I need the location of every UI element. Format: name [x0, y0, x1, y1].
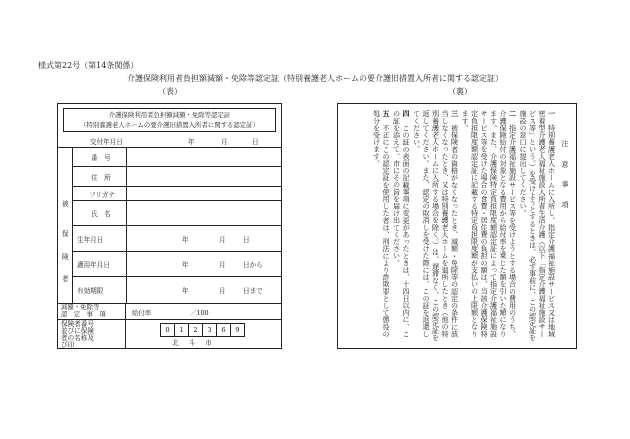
furigana-label: フリガナ [89, 190, 116, 199]
apply-year-label: 年 [182, 261, 189, 269]
certificate-heading-line2: （特別養護老人ホームの要介護旧措置入所者に関する認定証） [80, 121, 259, 129]
note-number: 一 [547, 110, 557, 118]
notes-heading: 注 意 事 項 [561, 140, 570, 211]
note-item [372, 110, 391, 342]
number-row [73, 148, 281, 167]
note-text: この証の表面の記載事項に変更があったときは、十四日以内に、この証を添えて、市にその旨を届け出てください。 [392, 110, 411, 338]
furigana-row [73, 187, 281, 201]
note-text: 被保険者の資格がなくなったとき、減額・免除等の認定の条件に該当しなくなったとき、又は特別養護老人ホームを退所したとき（他の特別養護老人ホームに入所する場合を除く。）は、遅滞なく、この認定証を返してください。また、認定の取消しを受けた際には、この証を返還してください。 [412, 110, 460, 341]
page-title: 介護保険利用者負担額減額・免除等認定証（特別養護老人ホームの要介護旧措置入所者に関する認定証） [127, 74, 503, 83]
address-label: 住 所 [91, 173, 111, 182]
insured-person-section [58, 148, 281, 304]
birth-date-label: 生年月日 [77, 235, 104, 244]
birth-year-label: 年 [182, 235, 189, 244]
birth-month-label: 月 [219, 235, 226, 244]
valid-until-suffix: 日まで [243, 287, 263, 295]
birth-date-row [73, 226, 281, 252]
back-side-label: （裏） [448, 87, 472, 96]
apply-date-row [73, 252, 281, 277]
note-number: 四 [402, 110, 411, 118]
insurer-number-boxes [161, 323, 245, 337]
insurer-digit: 1 [174, 323, 189, 337]
insurer-label-1: 保険者番号 [61, 320, 94, 328]
certificate-back-notes [337, 103, 577, 349]
apply-date-label: 適用年月日 [77, 261, 110, 269]
insured-label [58, 148, 73, 303]
payment-rate-value: ／100 [190, 309, 209, 317]
insurer-digit: 2 [188, 323, 203, 337]
certificate-heading-line1: 介護保険利用者負担額減額・免除等認定証 [108, 111, 231, 119]
apply-month-label: 月 [219, 261, 226, 269]
insured-label-char: 険 [62, 253, 69, 261]
birth-day-label: 日 [243, 235, 250, 244]
issue-day-label: 日 [252, 138, 259, 146]
insurer-digit: 6 [216, 323, 231, 337]
issue-date-row [58, 133, 281, 148]
apply-from-label: 日から [243, 261, 263, 269]
insurer-digit: 9 [230, 323, 245, 337]
insured-label-char: 者 [62, 275, 69, 283]
reduction-row [58, 304, 281, 320]
certificate-heading [63, 108, 276, 132]
note-text: 指定介護福祉施設サービス等を受けようとする場合の費用のうち、介護保険給付の対象となる費用から給付率を乗じた額を引いた額になります。また、介護保険特定負担限度額認定証によって指定介護福祉施設サービス等を受けた場合の食費・居住費の負担の額は、当該介護保険特定負担限度額認定証に記載する特定負担限度額が支払いの上限額となります。 [461, 110, 518, 338]
name-row [73, 201, 281, 226]
insurer-digit: 0 [160, 323, 175, 337]
front-side-label: （表） [158, 87, 182, 96]
notes-text [371, 110, 570, 342]
insurer-label-2: 並びに保険 [61, 327, 94, 335]
issue-date-label: 交付年月日 [90, 138, 123, 146]
insurer-row [58, 320, 281, 348]
payment-rate-label: 給付率 [132, 309, 152, 317]
insurer-city-name: 北斗市 [172, 339, 222, 347]
insurer-label-4: び印 [61, 341, 75, 349]
reduction-label-2: 認 定 事 項 [61, 310, 106, 318]
note-number: 三 [450, 110, 460, 118]
insured-label-char: 保 [62, 230, 69, 238]
note-text: 特別養護老人ホームに入所し、指定介護福祉施設サービス又は地域密着型介護老人福祉施設入所者生活介護（以下「指定介護福祉施設サービス等」という。）を受けようとするときは、必ず事前に、この認定証を施設の窓口に提出してください。 [519, 110, 557, 341]
valid-month-label: 月 [219, 287, 226, 295]
reduction-label-1: 減額・免除等 [61, 303, 100, 311]
note-number: 五 [382, 110, 391, 118]
note-number: 二 [508, 110, 518, 118]
note-item [461, 110, 518, 342]
note-item [519, 110, 557, 342]
valid-until-label: 有効期限 [77, 287, 104, 295]
insurer-digit: 3 [202, 323, 217, 337]
certificate-front [57, 103, 282, 349]
note-item [392, 110, 411, 342]
form-number: 様式第22号（第14条関係） [38, 61, 139, 70]
number-label: 番 号 [91, 154, 111, 162]
insurer-label-3: 者の名称及 [61, 334, 94, 342]
valid-year-label: 年 [182, 287, 189, 295]
name-label: 氏 名 [91, 210, 111, 218]
issue-month-label: 月 [221, 138, 228, 146]
note-text: 不正にこの認定証を使用した者は、刑法により詐欺罪として懲役の処分を受けます。 [372, 110, 391, 338]
insured-label-char: 被 [62, 200, 69, 208]
valid-until-row [73, 277, 281, 303]
note-item [412, 110, 460, 342]
issue-year-label: 年 [188, 138, 195, 146]
address-row [73, 167, 281, 187]
